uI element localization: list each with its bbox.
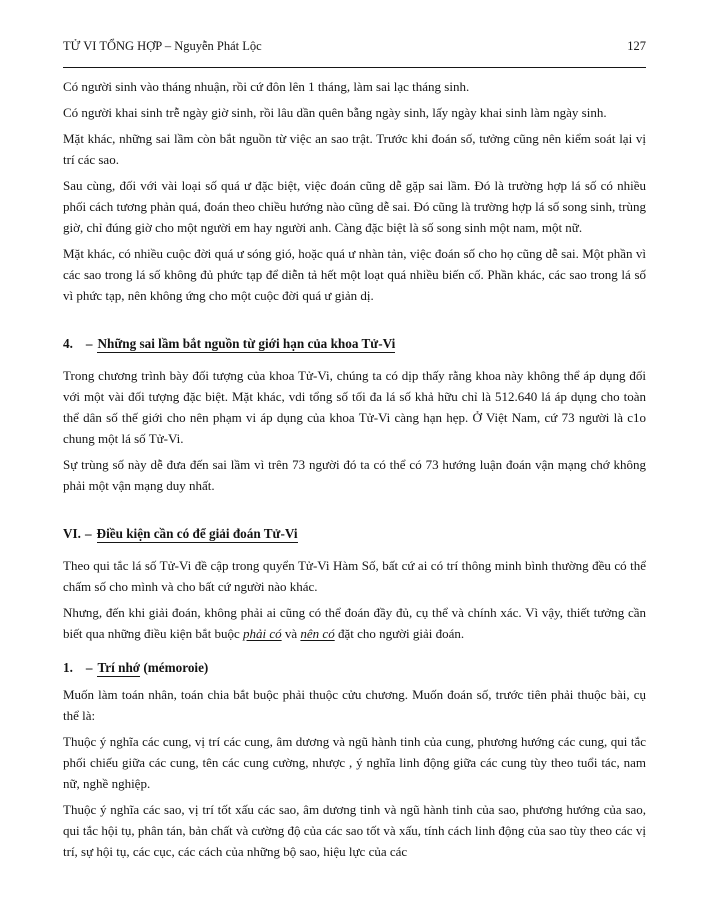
running-title: TỬ VI TỔNG HỢP – Nguyễn Phát Lộc: [63, 39, 262, 53]
heading-suffix: (mémoroie): [140, 660, 209, 675]
paragraph-10: Muốn làm toán nhân, toán chia bắt buộc phải thuộc cửu chương. Muốn đoán số, trước tiên phải thuộc bài, cụ thể là:: [63, 687, 646, 723]
page-body: [63, 76, 646, 862]
paragraph-06: Trong chương trình bày đối tượng của khoa Tử-Vi, chúng ta có dịp thấy rằng khoa này không thể áp dụng đối với một vài đối tượng đặc biệt. Mặt khác, vdi tổng số tối đa lá số khả hữu chỉ là 512.640 lá áp dụng cho toàn thể dân số thế giới cho nên phạm vi áp dụng của khoa Tử-Vi càng hạn hẹp. Ở Việt Nam, cứ 73 người là c1o chung một lá số Tử-Vi.: [63, 368, 646, 446]
paragraph-12: Thuộc ý nghĩa các sao, vị trí tốt xấu các sao, âm dương tinh và ngũ hành tinh của sao, phương hướng của sao, qui tắc hội tụ, phân tán, bản chất và cường độ của các sao tốt và xấu, tính cách linh động của sao tùy theo các vị trí, sự hội tụ, các cục, các cách của những bộ sao, hiệu lực của các: [63, 802, 646, 859]
heading-dash: –: [85, 336, 93, 351]
paragraph-09-text-b: và: [281, 626, 301, 641]
emphasis-phai-co: phải có: [242, 626, 282, 641]
paragraph-09-text-a: Nhưng, đến khi giải đoán, không phải ai cũng có thể đoán đầy đủ, cụ thể và chính xác. Vì vậy, thiết tưởng cần biết qua những điều kiện bắt buộc: [63, 605, 646, 641]
page-number: 127: [627, 39, 646, 53]
heading-title: Những sai lầm bắt nguồn từ giới hạn của khoa Tử-Vi: [97, 336, 396, 351]
paragraph-08: Theo qui tắc lá số Tử-Vi đề cập trong quyển Tử-Vi Hàm Số, bất cứ ai có trí thông minh bình thường đều có thể chấm số cho mình và cho bất cứ người nào khác.: [63, 558, 646, 594]
heading-number: 4.: [63, 336, 73, 351]
paragraph-02: Có người khai sinh trễ ngày giờ sinh, rồi lâu dần quên bẵng ngày sinh, lấy ngày khai sinh làm ngày sinh.: [63, 105, 607, 120]
paragraph-01: Có người sinh vào tháng nhuận, rồi cứ đôn lên 1 tháng, làm sai lạc tháng sinh.: [63, 79, 470, 94]
paragraph-04: Sau cùng, đối với vài loại số quá ư đặc biệt, việc đoán cũng dễ gặp sai lầm. Đó là trường hợp lá số có nhiều phối cách tương phản quá, đoán theo chiều hướng nào cũng dễ sai. Đó cũng là trường hợp lá số song sinh, trùng giờ, chỉ đúng giờ cho một người em hay người anh. Càng đặc biệt là số song sinh một nam, một nữ.: [63, 178, 646, 235]
section-heading-4: [63, 333, 646, 354]
paragraph-03: Mặt khác, những sai lầm còn bắt nguồn từ việc an sao trật. Trước khi đoán số, tưởng cũng nên kiểm soát lại vị trí các sao.: [63, 131, 646, 167]
header-rule: [63, 67, 646, 68]
paragraph-09: [63, 602, 646, 644]
subsection-heading-1: [63, 657, 646, 678]
heading-number: 1.: [63, 660, 73, 675]
paragraph-05: Mặt khác, có nhiều cuộc đời quá ư sóng gió, hoặc quá ư nhàn tản, việc đoán số cho họ cũng dễ sai. Một phần vì các sao trong lá số không đủ phức tạp để diễn tả hết một loạt quá nhiều biến cố. Phần khác, các sao trong lá số vì phức tạp, nên không ứng cho một cuộc đời quá ư giản dị.: [63, 246, 646, 303]
emphasis-nen-co: nên có: [300, 626, 335, 641]
paragraph-09-text-c: đặt cho người giải đoán.: [334, 626, 465, 641]
heading-title: Điều kiện cần có để giải đoán Tử-Vi: [96, 526, 298, 541]
heading-number: VI.: [63, 526, 81, 541]
paragraph-11: Thuộc ý nghĩa các cung, vị trí các cung, âm dương và ngũ hành tinh của cung, phương hướng các cung, qui tắc phối chiếu giữa các cung, tên các cung cường, nhược , ý nghĩa linh động giữa các cung tùy theo tuổi tác, nam nữ, nghề nghiệp.: [63, 734, 646, 791]
heading-dash: –: [85, 660, 93, 675]
section-heading-vi: [63, 523, 646, 544]
document-page: [63, 38, 646, 867]
page-header: [63, 38, 646, 54]
paragraph-07: Sự trùng số này dễ đưa đến sai lầm vì trên 73 người đó ta có thể có 73 hướng luận đoán vận mạng chớ không phải một vận mạng duy nhất.: [63, 457, 646, 493]
heading-title: Trí nhớ: [97, 660, 141, 675]
heading-dash: –: [84, 526, 92, 541]
